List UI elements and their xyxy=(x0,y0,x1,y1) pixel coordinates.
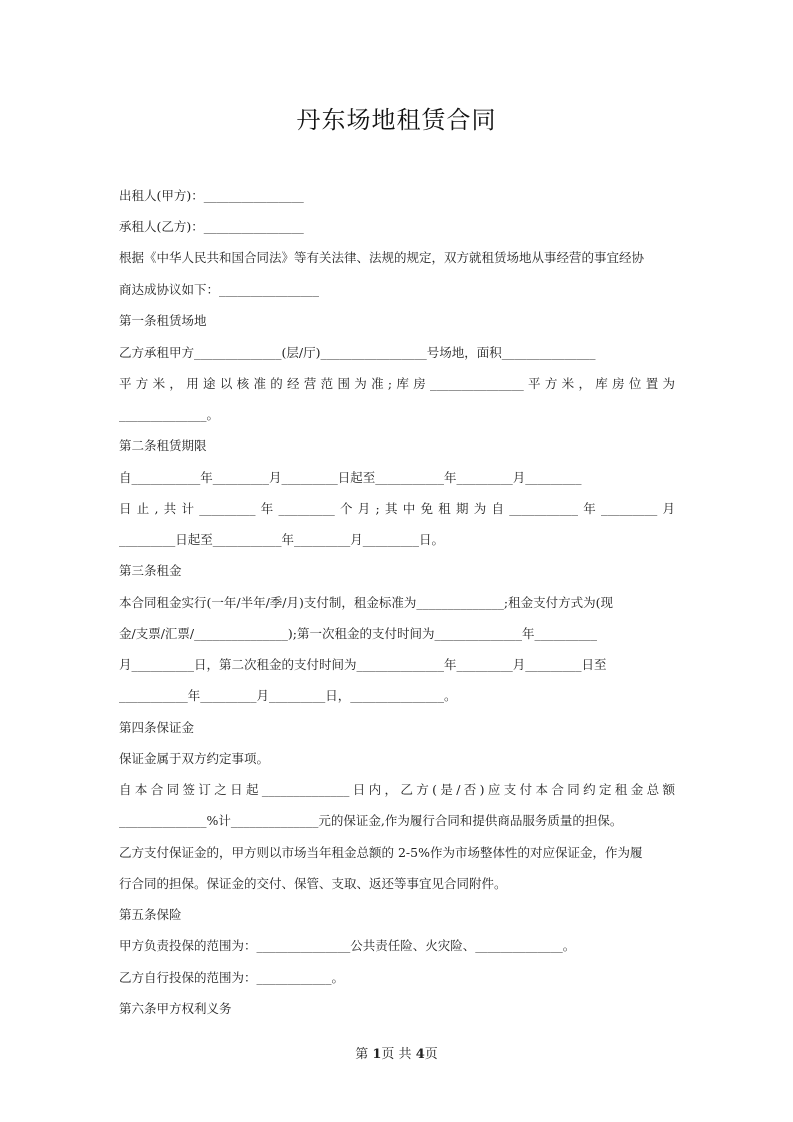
page-current: 1 xyxy=(372,1047,382,1062)
section-heading: 第二条租赁期限 xyxy=(119,438,207,453)
section-heading: 第六条甲方权利义务 xyxy=(119,1001,232,1016)
paragraph-line: 行合同的担保。保证金的交付、保管、支取、返还等事宜见合同附件。 xyxy=(119,876,507,891)
paragraph-line: _________日起至___________年_________月_________日。 xyxy=(119,532,445,547)
section-heading: 第一条租赁场地 xyxy=(119,313,207,328)
paragraph-line: 平方米，用途以核准的经营范围为准;库房_______________平方米，库房位置为 xyxy=(119,376,675,391)
paragraph-line: 金/支票/汇票/_______________);第一次租金的支付时间为______________年__________ xyxy=(119,626,597,641)
paragraph-line: 自___________年_________月_________日起至___________年_________月_________ xyxy=(119,470,582,485)
page-prefix: 第 xyxy=(355,1047,369,1062)
paragraph-line: 乙方自行投保的范围为：____________。 xyxy=(119,970,345,985)
lessor-line: 出租人(甲方)：________________ xyxy=(119,188,304,203)
paragraph-line: 日止,共计_________年_________个月;其中免租期为自___________年_________月 xyxy=(119,501,675,516)
paragraph-line: 根据《中华人民共和国合同法》等有关法律、法规的规定，双方就租赁场地从事经营的事宜经协 xyxy=(119,250,645,265)
section-heading: 第三条租金 xyxy=(119,563,182,578)
page-mid: 页 共 xyxy=(381,1047,412,1062)
paragraph-line: 乙方承租甲方______________(层/厅)_________________号场地，面积_______________ xyxy=(119,345,596,360)
paragraph-line: 月__________日，第二次租金的支付时间为______________年_________月_________日至 xyxy=(119,657,607,672)
section-heading: 第四条保证金 xyxy=(119,720,195,735)
lessee-line: 承租人(乙方)：________________ xyxy=(119,219,304,234)
paragraph-line: ___________年_________月_________日，_______________。 xyxy=(119,688,457,703)
paragraph-line: 自本合同签订之日起______________日内，乙方(是/否)应支付本合同约定租金总额 xyxy=(119,782,675,797)
document-title: 丹东场地租赁合同 xyxy=(296,106,497,134)
page-footer xyxy=(0,1043,793,1062)
paragraph-line: ______________。 xyxy=(119,407,220,422)
page-suffix: 页 xyxy=(424,1047,438,1062)
paragraph-line: 甲方负责投保的范围为：_______________公共责任险、火灾险、______________。 xyxy=(119,938,576,953)
paragraph-line: 保证金属于双方约定事项。 xyxy=(119,751,270,766)
paragraph-line: 商达成协议如下：________________ xyxy=(119,282,320,297)
paragraph-line: 乙方支付保证金的，甲方则以市场当年租金总额的 2-5%作为市场整体性的对应保证金，作为履 xyxy=(119,845,643,860)
paragraph-line: 本合同租金实行(一年/半年/季/月)支付制，租金标准为______________;租金支付方式为(现 xyxy=(119,595,613,610)
section-heading: 第五条保险 xyxy=(119,907,182,922)
page-total: 4 xyxy=(415,1047,425,1062)
paragraph-line: ______________%计______________元的保证金,作为履行合同和提供商品服务质量的担保。 xyxy=(119,813,623,828)
